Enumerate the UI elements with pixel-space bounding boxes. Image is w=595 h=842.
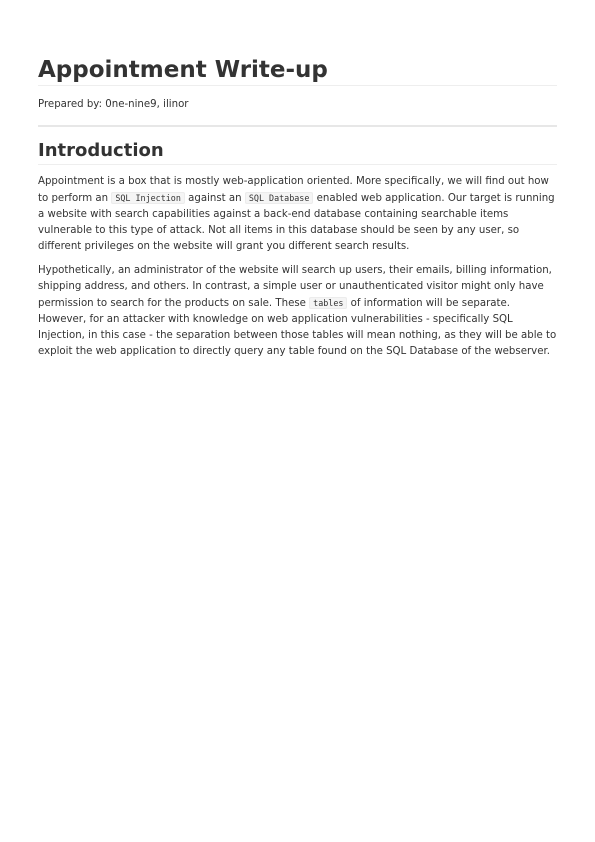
text-run: Appointment is a box that is mostly web-application oriented. More specifically, we will find out how to perform an	[38, 176, 549, 204]
inline-code-tables: tables	[309, 297, 347, 309]
introduction-paragraph-2	[38, 263, 557, 360]
document-title: Appointment Write-up	[38, 56, 557, 86]
author-byline: Prepared by: 0ne-nine9, ilinor	[38, 99, 189, 110]
text-run: Hypothetically, an administrator of the website will search up users, their emails, billing information, shipping address, and others. In contrast, a simple user or unauthenticated visitor might only have permission to search for the products on sale. These	[38, 265, 552, 309]
introduction-paragraph-1	[38, 174, 557, 255]
section-divider	[38, 125, 557, 127]
introduction-heading: Introduction	[38, 139, 557, 165]
inline-code-sql-injection: SQL Injection	[111, 192, 185, 204]
text-run: enabled web application. Our target is running a website with search capabilities against a back-end database containing searchable items vulnerable to this type of attack. Not all items in this database should be seen by any user, so different privileges on the website will grant you different search results.	[38, 193, 555, 252]
text-run: against an	[184, 193, 245, 204]
text-run: of information will be separate. However, for an attacker with knowledge on web application vulnerabilities - specifically SQL Injection, in this case - the separation between those tables will mean nothing, as they will be able to exploit the web application to directly query any table found on the SQL Database of the webserver.	[38, 298, 557, 357]
inline-code-sql-database: SQL Database	[245, 192, 314, 204]
